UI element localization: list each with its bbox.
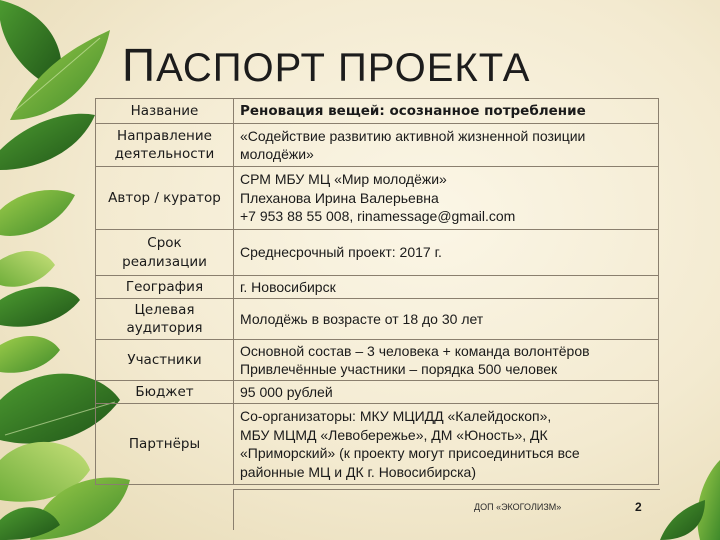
label-line: География <box>125 278 204 295</box>
title-rest: АСПОРТ ПРОЕКТА <box>156 46 531 90</box>
value-line: МБУ МЦМД «Левобережье», ДМ «Юность», ДК <box>240 426 548 443</box>
project-passport-table <box>95 98 659 485</box>
row-label <box>96 124 234 167</box>
value-line: «Приморский» (к проекту могут присоединиться все <box>240 445 580 461</box>
value-line: +7 953 88 55 008, rinamessage@gmail.com <box>240 208 516 225</box>
row-value <box>234 99 659 124</box>
value-line: г. Новосибирск <box>240 278 336 295</box>
value-line: Основной состав – 3 человека + команда волонтёров <box>240 342 590 359</box>
value-line: Среднесрочный проект: 2017 г. <box>240 244 442 261</box>
label-line: Целевая <box>134 301 195 318</box>
value-line: районные МЦ и ДК г. Новосибирска) <box>240 463 476 480</box>
value-line: Молодёжь в возрасте от 18 до 30 лет <box>240 310 484 327</box>
label-line: реализации <box>122 253 207 270</box>
row-name <box>96 99 659 124</box>
label-line: Название <box>130 102 199 119</box>
row-label <box>96 299 234 340</box>
value-line: молодёжи» <box>240 146 314 162</box>
row-value <box>234 381 659 404</box>
value-line: 95 000 рублей <box>240 383 333 400</box>
row-value <box>234 340 659 381</box>
row-label <box>96 340 234 381</box>
row-value <box>234 124 659 167</box>
value-line: Реновация вещей: осознанное потребление <box>240 102 586 119</box>
page-title <box>122 38 530 92</box>
value-line: Плеханова Ирина Валерьевна <box>240 189 439 206</box>
label-line: Бюджет <box>135 383 194 400</box>
row-label <box>96 276 234 299</box>
row-value <box>234 404 659 485</box>
row-label <box>96 230 234 276</box>
row-value <box>234 230 659 276</box>
row-label <box>96 99 234 124</box>
value-line: «Содействие развитию активной жизненной позиции <box>240 127 586 144</box>
row-geography <box>96 276 659 299</box>
label-line: Участники <box>127 351 202 368</box>
row-value <box>234 167 659 230</box>
footer-label: ДОП «ЭКОГОЛИЗМ» <box>474 502 562 512</box>
label-line: Автор / куратор <box>108 189 221 206</box>
row-author <box>96 167 659 230</box>
label-line: Партнёры <box>128 435 201 452</box>
row-label <box>96 404 234 485</box>
slide-footer <box>233 489 660 530</box>
value-line: СРМ МБУ МЦ «Мир молодёжи» <box>240 171 447 188</box>
label-line: деятельности <box>114 146 215 162</box>
row-label <box>96 167 234 230</box>
label-line: Направление <box>117 127 212 144</box>
value-line: Со-организаторы: МКУ МЦИДД «Калейдоскоп», <box>240 408 552 424</box>
row-value <box>234 276 659 299</box>
row-partners <box>96 404 659 485</box>
row-audience <box>96 299 659 340</box>
row-participants <box>96 340 659 381</box>
row-term <box>96 230 659 276</box>
label-line: Срок <box>147 235 182 251</box>
value-line: Привлечённые участники – порядка 500 человек <box>240 361 558 377</box>
title-first-letter: П <box>122 39 157 91</box>
row-value <box>234 299 659 340</box>
row-label <box>96 381 234 404</box>
label-line: аудитория <box>126 320 203 336</box>
page-number: 2 <box>635 500 642 514</box>
row-budget <box>96 381 659 404</box>
row-direction <box>96 124 659 167</box>
